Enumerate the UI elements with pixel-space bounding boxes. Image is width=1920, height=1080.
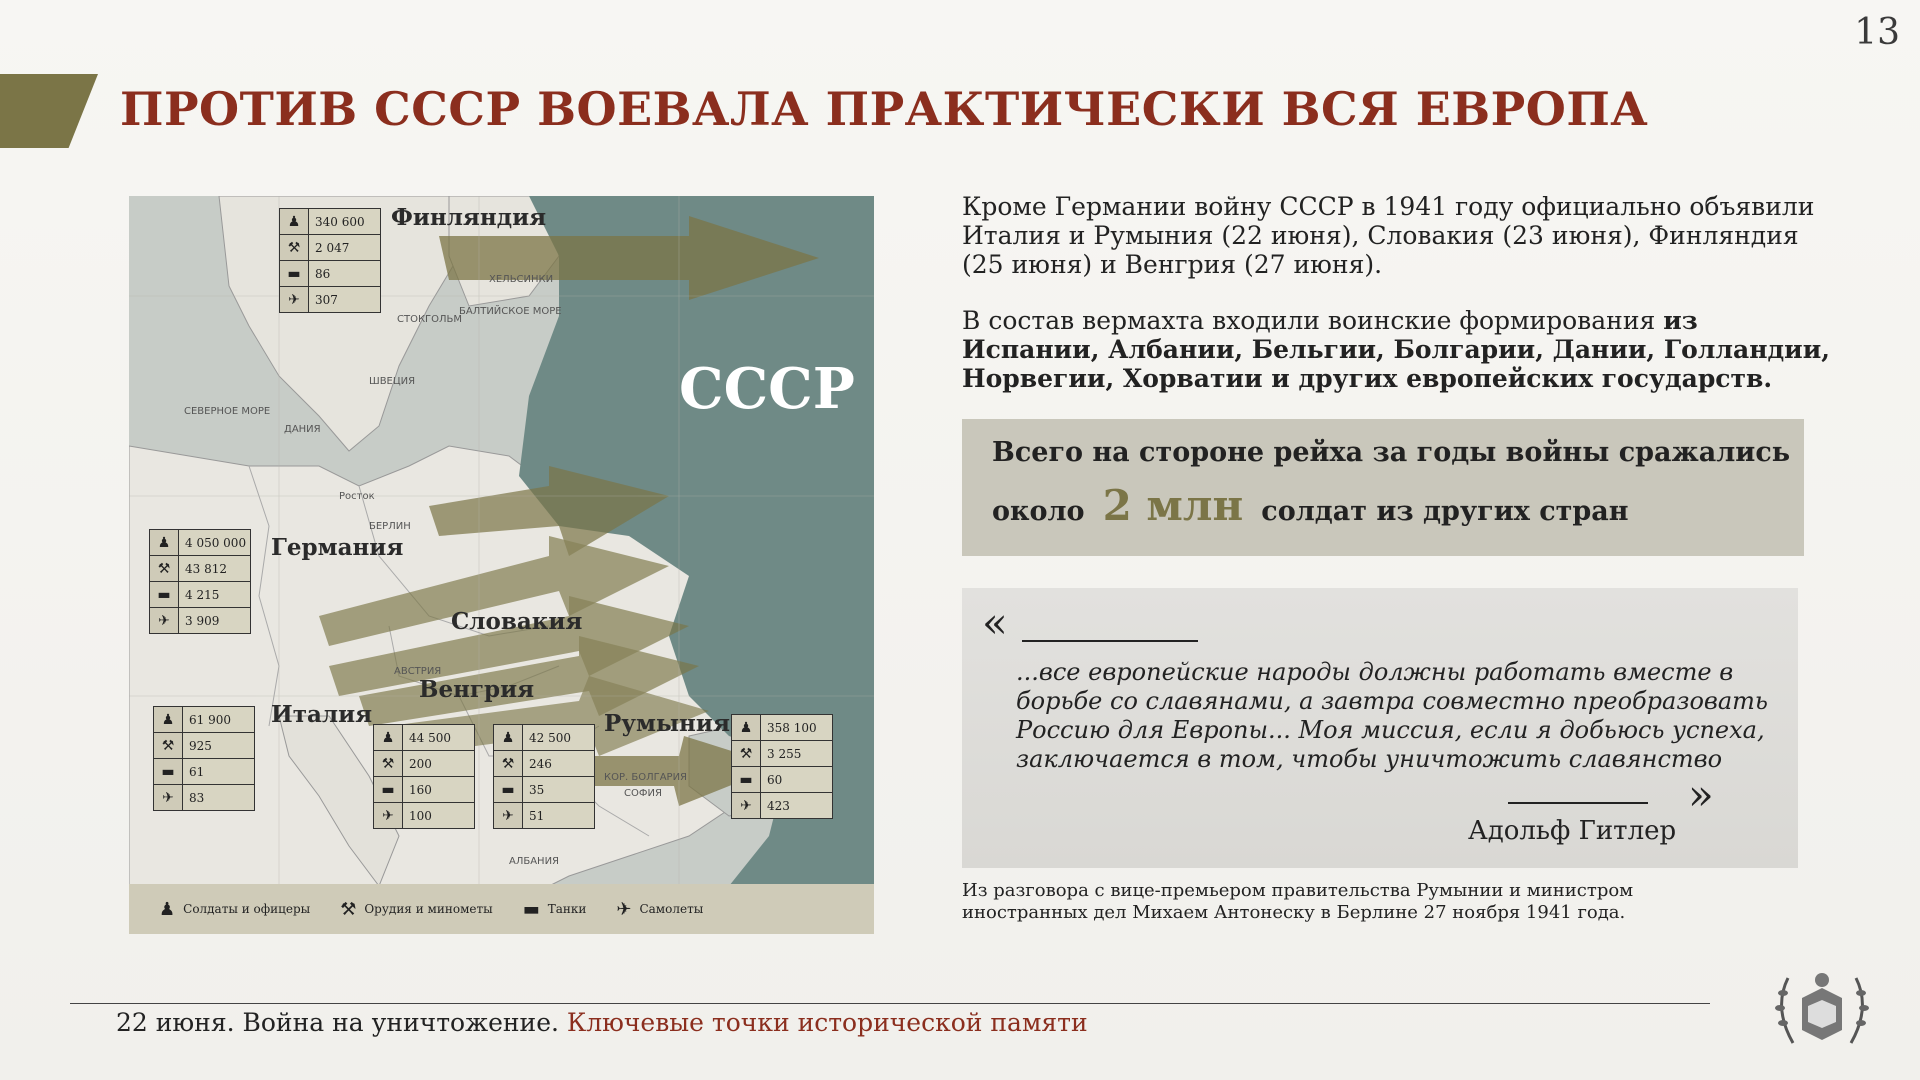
plane-icon: ✈ <box>280 287 309 312</box>
soldier-icon: ♟ <box>154 707 183 732</box>
tank-icon: ▬ <box>494 777 523 802</box>
quote-source: Из разговора с вице-премьером правительства Румынии и министром иностранных дел Михаем Антонеску в Берлине 27 ноября 1941 года. <box>962 880 1634 923</box>
stats-hungary: ♟ 42 500 ⚒ 246 ▬ 35 ✈ 51 <box>493 724 595 829</box>
highlight-line2: около 2 млн солдат из других стран <box>992 481 1629 530</box>
quote-author: Адольф Гитлер <box>1468 816 1677 846</box>
place-berlin: БЕРЛИН <box>369 521 411 532</box>
place-denmark: ДАНИЯ <box>284 424 321 435</box>
soldier-icon: ♟ <box>150 530 179 555</box>
soldier-icon: ♟ <box>374 725 403 750</box>
emblem-icon <box>1768 958 1876 1058</box>
map-legend <box>129 884 874 934</box>
place-sofia: СОФИЯ <box>624 788 662 799</box>
soldier-icon: ♟ <box>494 725 523 750</box>
tank-icon: ▬ <box>150 582 179 607</box>
footer-divider <box>70 1003 1710 1004</box>
place-bulgaria: КОР. БОЛГАРИЯ <box>604 772 688 783</box>
plane-icon: ✈ <box>150 608 179 633</box>
place-helsinki: ХЕЛЬСИНКИ <box>489 274 554 285</box>
tank-icon: ▬ <box>280 261 309 286</box>
quote-rule-bottom <box>1508 802 1648 804</box>
legend-soldiers: ♟ Солдаты и офицеры <box>159 898 311 920</box>
soldier-icon: ♟ <box>732 715 761 740</box>
place-austria: АВСТРИЯ <box>394 666 442 677</box>
country-slovakia: Словакия <box>451 608 583 635</box>
place-rostock: Росток <box>339 491 375 502</box>
highlight-number: 2 млн <box>1102 481 1244 530</box>
gun-icon: ⚒ <box>154 733 183 758</box>
ussr-label: СССР <box>679 356 855 422</box>
tank-icon: ▬ <box>374 777 403 802</box>
gun-icon: ⚒ <box>494 751 523 776</box>
highlight-box <box>962 419 1804 556</box>
gun-icon: ⚒ <box>340 898 357 920</box>
stats-romania: ♟ 358 100 ⚒ 3 255 ▬ 60 ✈ 423 <box>731 714 833 819</box>
soldier-icon: ♟ <box>159 898 176 920</box>
plane-icon: ✈ <box>494 803 523 828</box>
highlight-line1: Всего на стороне рейха за годы войны сражались <box>992 437 1791 468</box>
gun-icon: ⚒ <box>374 751 403 776</box>
country-germany: Германия <box>271 534 404 561</box>
page-title: ПРОТИВ СССР ВОЕВАЛА ПРАКТИЧЕСКИ ВСЯ ЕВРОПА <box>120 82 1649 136</box>
place-albania: АЛБАНИЯ <box>509 856 560 867</box>
country-hungary: Венгрия <box>419 676 535 703</box>
plane-icon: ✈ <box>732 793 761 818</box>
gun-icon: ⚒ <box>280 235 309 260</box>
plane-icon: ✈ <box>374 803 403 828</box>
quote-open-mark: « <box>982 598 1008 647</box>
country-italy: Италия <box>271 701 373 728</box>
place-stockholm: СТОКГОЛЬМ <box>397 314 463 325</box>
place-baltic: БАЛТИЙСКОЕ МОРЕ <box>459 306 562 317</box>
tank-icon: ▬ <box>522 898 540 920</box>
stats-italy: ♟ 61 900 ⚒ 925 ▬ 61 ✈ 83 <box>153 706 255 811</box>
quote-block <box>962 588 1798 868</box>
legend-planes: ✈ Самолеты <box>616 898 704 920</box>
quote-rule-top <box>1022 640 1198 642</box>
country-romania: Румыния <box>604 710 730 737</box>
plane-icon: ✈ <box>616 898 632 920</box>
stats-slovakia: ♟ 44 500 ⚒ 200 ▬ 160 ✈ 100 <box>373 724 475 829</box>
paragraph-declarations: Кроме Германии войну СССР в 1941 году официально объявили Италия и Румыния (22 июня), Словакия (23 июня), Финляндия (25 июня) и Венгрия (27 июня). <box>962 192 1815 279</box>
title-accent-bar <box>0 74 98 148</box>
country-finland: Финляндия <box>391 204 547 231</box>
gun-icon: ⚒ <box>732 741 761 766</box>
quote-close-mark: » <box>1688 770 1714 819</box>
quote-text: ...все европейские народы должны работать вместе в борьбе со славянами, а завтра совместно преобразовать Россию для Европы... Моя миссия, если я добьюсь успеха, заключается в том, чтобы уничтожить славянство <box>1016 658 1768 773</box>
footer-text: 22 июня. Война на уничтожение. Ключевые точки исторической памяти <box>116 1008 1088 1037</box>
tank-icon: ▬ <box>154 759 183 784</box>
europe-map <box>129 196 874 934</box>
soldier-icon: ♟ <box>280 209 309 234</box>
place-sweden: ШВЕЦИЯ <box>369 376 416 387</box>
plane-icon: ✈ <box>154 785 183 810</box>
place-north-sea: СЕВЕРНОЕ МОРЕ <box>184 406 271 417</box>
stats-finland: ♟ 340 600 ⚒ 2 047 ▬ 86 ✈ 307 <box>279 208 381 313</box>
page-number: 13 <box>1854 12 1900 53</box>
legend-tanks: ▬ Танки <box>522 898 587 920</box>
legend-guns: ⚒ Орудия и минометы <box>340 898 493 920</box>
stats-germany: ♟ 4 050 000 ⚒ 43 812 ▬ 4 215 ✈ 3 909 <box>149 529 251 634</box>
gun-icon: ⚒ <box>150 556 179 581</box>
paragraph-wehrmacht: В состав вермахта входили воинские формирования из Испании, Албании, Бельгии, Болгарии, Дании, Голландии, Норвегии, Хорватии и других европейских государств. <box>962 306 1830 393</box>
tank-icon: ▬ <box>732 767 761 792</box>
